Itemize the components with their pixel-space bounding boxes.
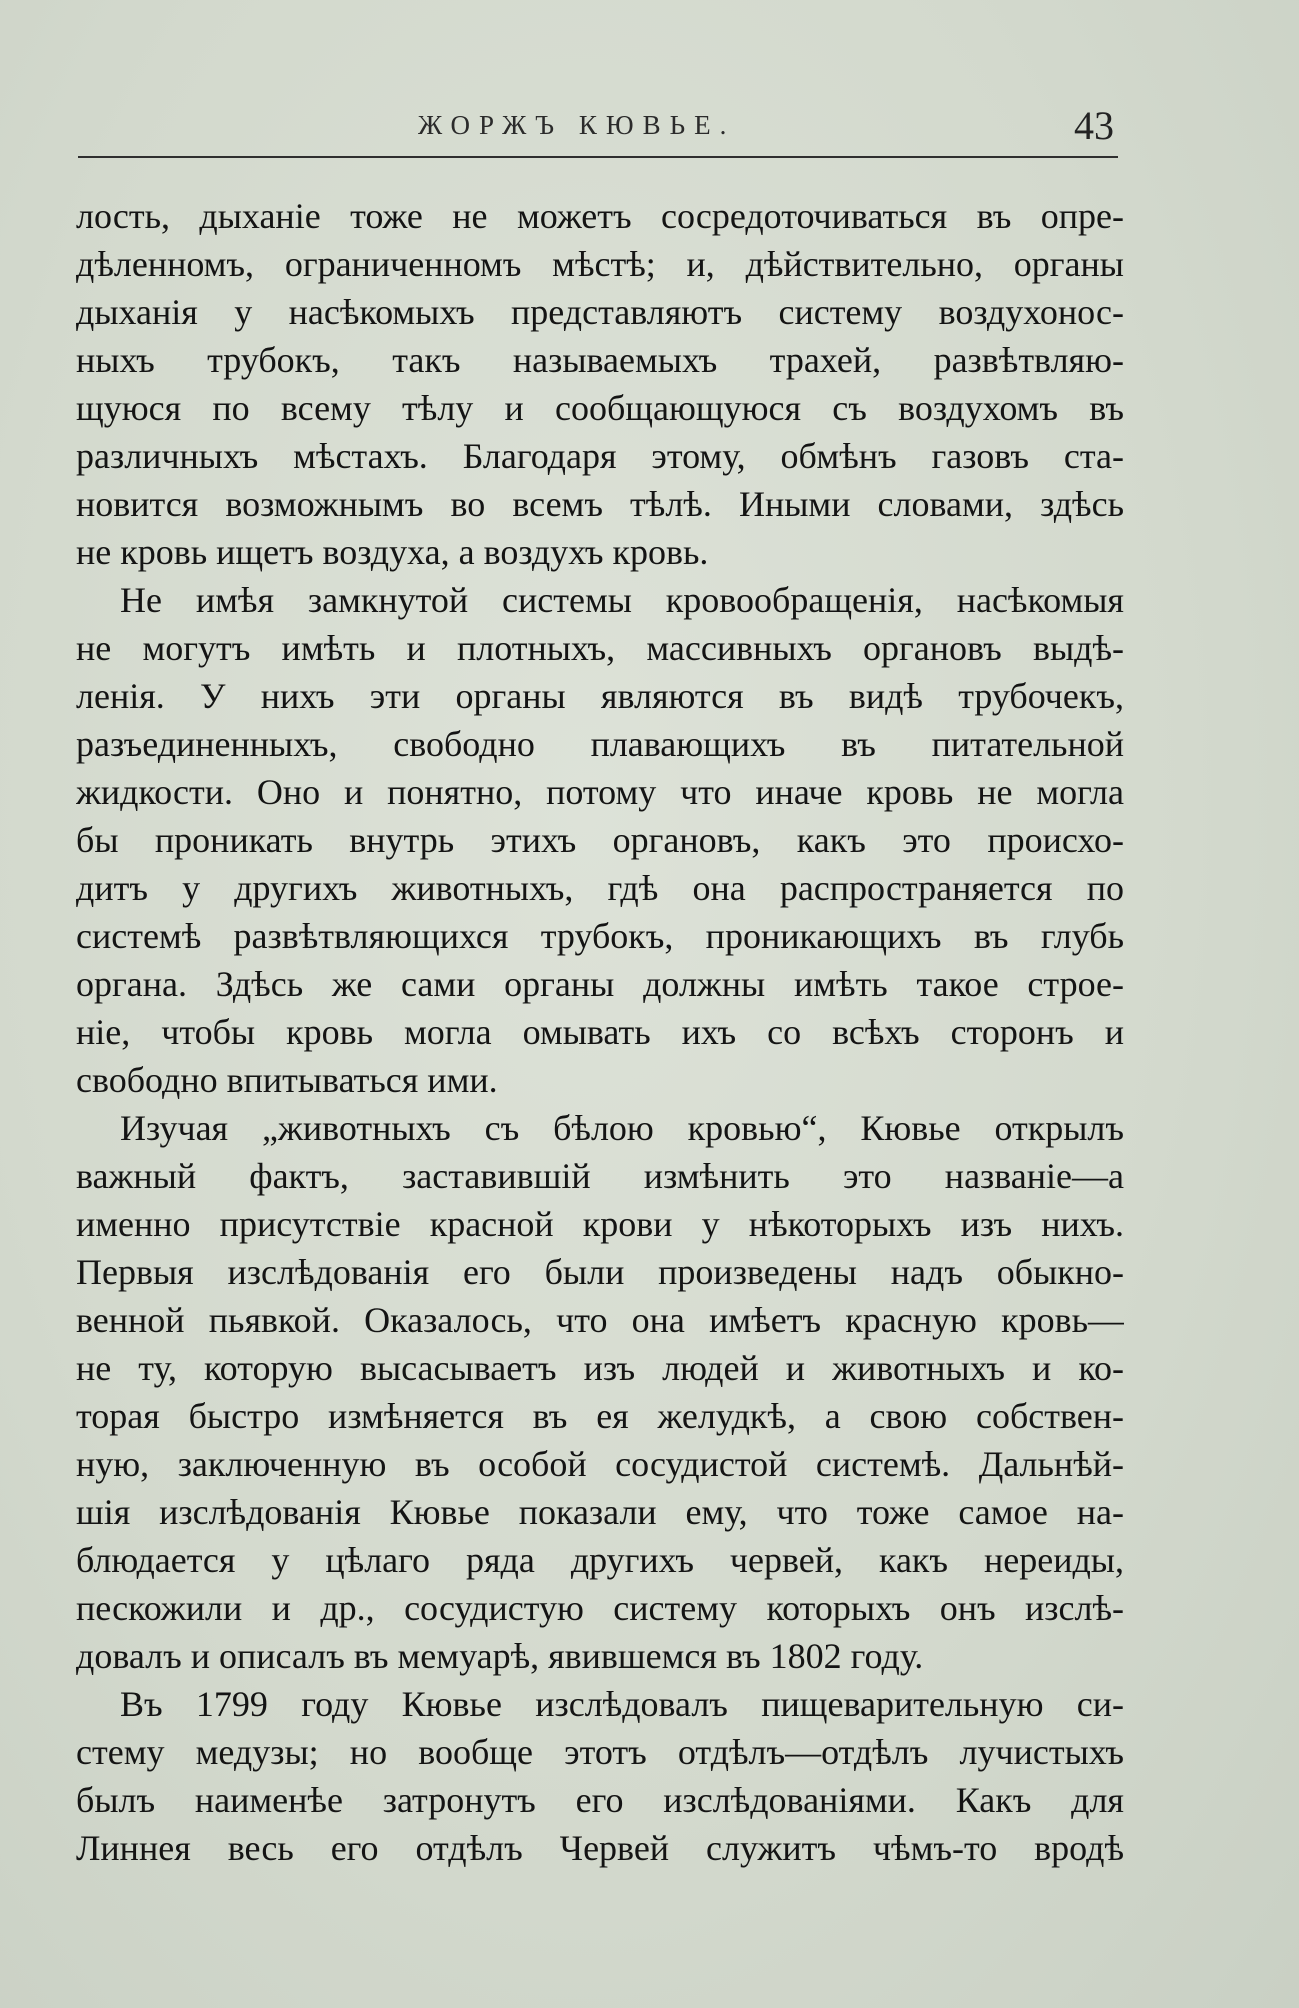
text-line: шія изслѣдованія Кювье показали ему, что тоже самое на- (76, 1492, 1124, 1532)
text-line: дыханія у насѣкомыхъ представляютъ систему воздухонос- (76, 292, 1124, 332)
page-number: 43 (1074, 103, 1114, 148)
text-line: стему медузы; но вообще этотъ отдѣлъ—отдѣлъ лучистыхъ (76, 1732, 1124, 1772)
text-line: разъединенныхъ, свободно плавающихъ въ питательной (76, 724, 1124, 764)
text-line: довалъ и описалъ въ мемуарѣ, явившемся въ 1802 году. (76, 1636, 924, 1676)
text-line: ніе, чтобы кровь могла омывать ихъ со всѣхъ сторонъ и (76, 1012, 1124, 1052)
text-line: не кровь ищетъ воздуха, а воздухъ кровь. (76, 532, 709, 572)
text-line: Первыя изслѣдованія его были произведены надъ обыкно- (76, 1252, 1124, 1292)
text-line: не ту, которую высасываетъ изъ людей и животныхъ и ко- (76, 1348, 1124, 1388)
text-line: Въ 1799 году Кювье изслѣдовалъ пищеварительную си- (120, 1684, 1124, 1724)
text-line: торая быстро измѣняется въ ея желудкѣ, а свою собствен- (76, 1396, 1124, 1436)
text-line: свободно впитываться ими. (76, 1060, 498, 1100)
text-line: блюдается у цѣлаго ряда другихъ червей, какъ нереиды, (76, 1540, 1124, 1580)
text-line: Линнея весь его отдѣлъ Червей служитъ чѣмъ-то вродѣ (76, 1828, 1124, 1868)
paragraph (76, 192, 1124, 576)
text-line: новится возможнымъ во всемъ тѣлѣ. Иными словами, здѣсь (76, 484, 1124, 524)
paragraph (76, 1104, 1124, 1680)
text-line: ленія. У нихъ эти органы являются въ видѣ трубочекъ, (76, 676, 1124, 716)
paragraph (76, 1680, 1124, 1872)
text-line: важный фактъ, заставившій измѣнить это названіе—а (76, 1156, 1124, 1196)
text-line: именно присутствіе красной крови у нѣкоторыхъ изъ нихъ. (76, 1204, 1124, 1244)
text-line: дѣленномъ, ограниченномъ мѣстѣ; и, дѣйствительно, органы (76, 244, 1124, 284)
text-line: лость, дыханіе тоже не можетъ сосредоточиваться въ опре- (76, 196, 1124, 236)
text-line: щуюся по всему тѣлу и сообщающуюся съ воздухомъ въ (76, 388, 1124, 428)
text-line: ную, заключенную въ особой сосудистой системѣ. Дальнѣй- (76, 1444, 1124, 1484)
paragraph (76, 576, 1124, 1104)
text-line: венной пьявкой. Оказалось, что она имѣетъ красную кровь— (76, 1300, 1124, 1340)
text-line: Не имѣя замкнутой системы кровообращенія, насѣкомыя (120, 580, 1124, 620)
text-line: различныхъ мѣстахъ. Благодаря этому, обмѣнъ газовъ ста- (76, 436, 1124, 476)
text-line: Изучая „животныхъ съ бѣлою кровью“, Кювье открылъ (120, 1108, 1124, 1148)
text-line: пескожили и др., сосудистую систему которыхъ онъ изслѣ- (76, 1588, 1124, 1628)
text-line: бы проникать внутрь этихъ органовъ, какъ это происхо- (76, 820, 1124, 860)
running-head (78, 103, 1118, 158)
running-title: ЖОРЖЪ КЮВЬЕ. (418, 110, 736, 140)
text-line: былъ наименѣе затронутъ его изслѣдованіями. Какъ для (76, 1780, 1124, 1820)
text-line: органа. Здѣсь же сами органы должны имѣть такое строе- (76, 964, 1124, 1004)
text-line: не могутъ имѣть и плотныхъ, массивныхъ органовъ выдѣ- (76, 628, 1124, 668)
body-text (76, 192, 1124, 1872)
header-rule (78, 156, 1118, 158)
text-line: системѣ развѣтвляющихся трубокъ, проникающихъ въ глубь (76, 916, 1124, 956)
text-line: жидкости. Оно и понятно, потому что иначе кровь не могла (76, 772, 1124, 812)
text-line: дитъ у другихъ животныхъ, гдѣ она распространяется по (76, 868, 1124, 908)
text-line: ныхъ трубокъ, такъ называемыхъ трахей, развѣтвляю- (76, 340, 1124, 380)
